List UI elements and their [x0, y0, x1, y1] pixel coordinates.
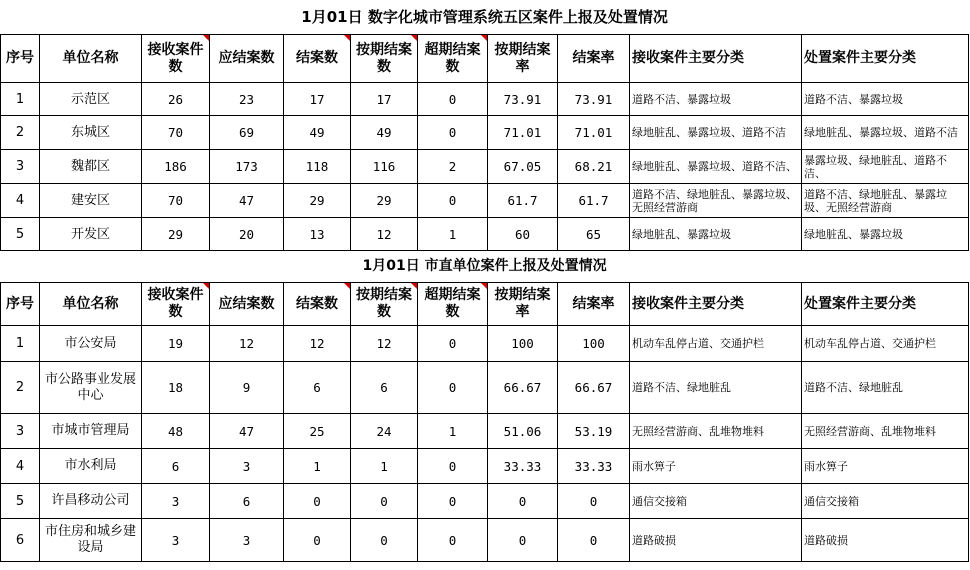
- header-close-rate[interactable]: 结案率: [558, 283, 630, 326]
- cell-closed[interactable]: 17: [284, 83, 351, 116]
- cell-disp-cat[interactable]: 无照经营游商、乱堆物堆料: [802, 414, 969, 449]
- cell-overdue[interactable]: 0: [418, 519, 488, 562]
- header-due[interactable]: 应结案数: [210, 283, 284, 326]
- cell-received[interactable]: 18: [142, 362, 210, 414]
- comment-indicator-icon[interactable]: [481, 283, 487, 289]
- cell-no[interactable]: 3: [1, 150, 40, 184]
- cell-closed[interactable]: 0: [284, 519, 351, 562]
- cell-close-rate[interactable]: 33.33: [558, 449, 630, 484]
- cell-ontime-rate[interactable]: 71.01: [488, 116, 558, 150]
- cell-overdue[interactable]: 2: [418, 150, 488, 184]
- cell-close-rate[interactable]: 73.91: [558, 83, 630, 116]
- header-closed-label: 结案数: [296, 50, 338, 66]
- cell-ontime[interactable]: 24: [351, 414, 418, 449]
- cell-close-rate[interactable]: 53.19: [558, 414, 630, 449]
- cell-overdue[interactable]: 0: [418, 184, 488, 218]
- cell-no[interactable]: 5: [1, 484, 40, 519]
- comment-indicator-icon[interactable]: [203, 35, 209, 41]
- cell-close-rate[interactable]: 0: [558, 484, 630, 519]
- cell-ontime-rate[interactable]: 33.33: [488, 449, 558, 484]
- cell-unit[interactable]: 东城区: [40, 116, 142, 150]
- cell-no[interactable]: 2: [1, 362, 40, 414]
- comment-indicator-icon[interactable]: [344, 283, 350, 289]
- header-due[interactable]: 应结案数: [210, 35, 284, 83]
- table-row: [1, 150, 969, 184]
- cell-disp-cat[interactable]: 机动车乱停占道、交通护栏: [802, 326, 969, 362]
- cell-close-rate[interactable]: 100: [558, 326, 630, 362]
- cell-overdue[interactable]: 0: [418, 83, 488, 116]
- cell-recv-cat[interactable]: 道路不洁、暴露垃圾: [630, 83, 802, 116]
- cell-overdue[interactable]: 0: [418, 326, 488, 362]
- header-overdue[interactable]: [418, 283, 488, 326]
- cell-close-rate[interactable]: 71.01: [558, 116, 630, 150]
- cell-no[interactable]: 1: [1, 83, 40, 116]
- header-received[interactable]: [142, 283, 210, 326]
- comment-indicator-icon[interactable]: [344, 35, 350, 41]
- header-disp-cat[interactable]: 处置案件主要分类: [802, 283, 969, 326]
- cell-received[interactable]: 186: [142, 150, 210, 184]
- header-ontime-rate[interactable]: 按期结案率: [488, 35, 558, 83]
- header-unit[interactable]: 单位名称: [40, 283, 142, 326]
- header-received[interactable]: [142, 35, 210, 83]
- header-received-label: 接收案件数: [147, 41, 204, 75]
- header-recv-cat[interactable]: 接收案件主要分类: [630, 283, 802, 326]
- table-row: [1, 184, 969, 218]
- section1-title: 1月01日 数字化城市管理系统五区案件上报及处置情况: [1, 0, 969, 35]
- section2-title: 1月01日 市直单位案件上报及处置情况: [1, 251, 969, 283]
- section2-title-row: [1, 251, 969, 283]
- cell-overdue[interactable]: 1: [418, 218, 488, 251]
- cell-received[interactable]: 70: [142, 116, 210, 150]
- cell-ontime[interactable]: 29: [351, 184, 418, 218]
- cell-due[interactable]: 47: [210, 184, 284, 218]
- cell-ontime-rate[interactable]: 67.05: [488, 150, 558, 184]
- cell-recv-cat[interactable]: 绿地脏乱、暴露垃圾、道路不洁、: [630, 150, 802, 184]
- table-row: [1, 83, 969, 116]
- cell-disp-cat[interactable]: 道路不洁、绿地脏乱: [802, 362, 969, 414]
- cell-ontime-rate[interactable]: 51.06: [488, 414, 558, 449]
- cell-disp-cat[interactable]: 绿地脏乱、暴露垃圾: [802, 218, 969, 251]
- table-row: [1, 484, 969, 519]
- table-row: [1, 519, 969, 562]
- cell-closed[interactable]: 0: [284, 484, 351, 519]
- cell-ontime[interactable]: 17: [351, 83, 418, 116]
- cell-ontime[interactable]: 0: [351, 519, 418, 562]
- cell-disp-cat[interactable]: 绿地脏乱、暴露垃圾、道路不洁: [802, 116, 969, 150]
- cell-received[interactable]: 29: [142, 218, 210, 251]
- cell-overdue[interactable]: 0: [418, 116, 488, 150]
- cell-ontime-rate[interactable]: 60: [488, 218, 558, 251]
- header-ontime-rate[interactable]: 按期结案率: [488, 283, 558, 326]
- cell-disp-cat[interactable]: 雨水箅子: [802, 449, 969, 484]
- cell-closed[interactable]: 49: [284, 116, 351, 150]
- table-row: [1, 449, 969, 484]
- comment-indicator-icon[interactable]: [203, 283, 209, 289]
- cell-recv-cat[interactable]: 雨水箅子: [630, 449, 802, 484]
- cell-due[interactable]: 3: [210, 519, 284, 562]
- cell-close-rate[interactable]: 68.21: [558, 150, 630, 184]
- cell-due[interactable]: 6: [210, 484, 284, 519]
- table-row: [1, 326, 969, 362]
- cell-closed[interactable]: 13: [284, 218, 351, 251]
- cell-received[interactable]: 26: [142, 83, 210, 116]
- cell-received[interactable]: 6: [142, 449, 210, 484]
- cell-ontime-rate[interactable]: 0: [488, 519, 558, 562]
- cell-ontime-rate[interactable]: 73.91: [488, 83, 558, 116]
- cell-due[interactable]: 9: [210, 362, 284, 414]
- cell-overdue[interactable]: 0: [418, 484, 488, 519]
- section1-title-row: [1, 0, 969, 35]
- cell-unit[interactable]: 市公路事业发展中心: [40, 362, 142, 414]
- header-overdue-label: 超期结案数: [424, 287, 481, 320]
- cell-due[interactable]: 3: [210, 449, 284, 484]
- cell-unit[interactable]: 开发区: [40, 218, 142, 251]
- cell-due[interactable]: 12: [210, 326, 284, 362]
- header-ontime[interactable]: [351, 283, 418, 326]
- cell-unit[interactable]: 市水利局: [40, 449, 142, 484]
- header-disp-cat[interactable]: 处置案件主要分类: [802, 35, 969, 83]
- cell-recv-cat[interactable]: 绿地脏乱、暴露垃圾、道路不洁: [630, 116, 802, 150]
- cell-ontime[interactable]: 49: [351, 116, 418, 150]
- header-overdue[interactable]: [418, 35, 488, 83]
- cell-closed[interactable]: 1: [284, 449, 351, 484]
- cell-ontime[interactable]: 12: [351, 218, 418, 251]
- cell-received[interactable]: 3: [142, 519, 210, 562]
- cell-closed[interactable]: 12: [284, 326, 351, 362]
- header-ontime-label: 按期结案数: [356, 41, 412, 75]
- cell-unit[interactable]: 市城市管理局: [40, 414, 142, 449]
- header-no[interactable]: 序号: [1, 283, 40, 326]
- cell-close-rate[interactable]: 0: [558, 519, 630, 562]
- cell-received[interactable]: 3: [142, 484, 210, 519]
- cell-recv-cat[interactable]: 机动车乱停占道、交通护栏: [630, 326, 802, 362]
- cell-no[interactable]: 3: [1, 414, 40, 449]
- section1-header-row: [1, 35, 969, 83]
- cell-overdue[interactable]: 0: [418, 449, 488, 484]
- comment-indicator-icon[interactable]: [411, 283, 417, 289]
- header-closed[interactable]: [284, 283, 351, 326]
- cell-due[interactable]: 20: [210, 218, 284, 251]
- header-no[interactable]: 序号: [1, 35, 40, 83]
- cell-closed[interactable]: 29: [284, 184, 351, 218]
- cell-no[interactable]: 5: [1, 218, 40, 251]
- cell-ontime-rate[interactable]: 100: [488, 326, 558, 362]
- cell-no[interactable]: 1: [1, 326, 40, 362]
- table-row: [1, 116, 969, 150]
- cell-close-rate[interactable]: 66.67: [558, 362, 630, 414]
- cell-disp-cat[interactable]: 暴露垃圾、绿地脏乱、道路不洁、: [802, 150, 969, 184]
- cell-unit[interactable]: 魏都区: [40, 150, 142, 184]
- cell-received[interactable]: 19: [142, 326, 210, 362]
- cell-ontime[interactable]: 6: [351, 362, 418, 414]
- cell-ontime[interactable]: 0: [351, 484, 418, 519]
- cell-disp-cat[interactable]: 道路破损: [802, 519, 969, 562]
- cell-disp-cat[interactable]: 道路不洁、暴露垃圾: [802, 83, 969, 116]
- cell-no[interactable]: 4: [1, 184, 40, 218]
- cell-recv-cat[interactable]: 无照经营游商、乱堆物堆料: [630, 414, 802, 449]
- header-ontime-label: 按期结案数: [356, 287, 412, 320]
- cell-due[interactable]: 47: [210, 414, 284, 449]
- cell-due[interactable]: 173: [210, 150, 284, 184]
- cell-ontime[interactable]: 1: [351, 449, 418, 484]
- cell-unit[interactable]: 建安区: [40, 184, 142, 218]
- comment-indicator-icon[interactable]: [411, 35, 417, 41]
- cell-unit[interactable]: 市公安局: [40, 326, 142, 362]
- cell-no[interactable]: 2: [1, 116, 40, 150]
- header-overdue-label: 超期结案数: [424, 41, 481, 75]
- cell-close-rate[interactable]: 65: [558, 218, 630, 251]
- cell-no[interactable]: 6: [1, 519, 40, 562]
- cell-received[interactable]: 48: [142, 414, 210, 449]
- header-received-label: 接收案件数: [147, 287, 204, 320]
- comment-indicator-icon[interactable]: [481, 35, 487, 41]
- cell-ontime-rate[interactable]: 66.67: [488, 362, 558, 414]
- cell-unit[interactable]: 市住房和城乡建设局: [40, 519, 142, 562]
- cell-disp-cat[interactable]: 道路不洁、绿地脏乱、暴露垃圾、无照经营游商: [802, 184, 969, 218]
- header-unit[interactable]: 单位名称: [40, 35, 142, 83]
- cell-close-rate[interactable]: 61.7: [558, 184, 630, 218]
- cell-recv-cat[interactable]: 通信交接箱: [630, 484, 802, 519]
- cell-unit[interactable]: 示范区: [40, 83, 142, 116]
- cell-no[interactable]: 4: [1, 449, 40, 484]
- table-row: [1, 362, 969, 414]
- cell-received[interactable]: 70: [142, 184, 210, 218]
- cell-overdue[interactable]: 1: [418, 414, 488, 449]
- cell-recv-cat[interactable]: 道路不洁、绿地脏乱、暴露垃圾、无照经营游商: [630, 184, 802, 218]
- table-row: [1, 414, 969, 449]
- header-recv-cat[interactable]: 接收案件主要分类: [630, 35, 802, 83]
- cell-ontime-rate[interactable]: 61.7: [488, 184, 558, 218]
- cell-overdue[interactable]: 0: [418, 362, 488, 414]
- cell-ontime-rate[interactable]: 0: [488, 484, 558, 519]
- cell-recv-cat[interactable]: 道路破损: [630, 519, 802, 562]
- header-closed-label: 结案数: [296, 295, 338, 312]
- cell-ontime[interactable]: 12: [351, 326, 418, 362]
- cell-recv-cat[interactable]: 道路不洁、绿地脏乱: [630, 362, 802, 414]
- header-close-rate[interactable]: 结案率: [558, 35, 630, 83]
- cell-closed[interactable]: 118: [284, 150, 351, 184]
- header-ontime[interactable]: [351, 35, 418, 83]
- section2-header-row: [1, 283, 969, 326]
- cell-closed[interactable]: 25: [284, 414, 351, 449]
- cell-unit[interactable]: 许昌移动公司: [40, 484, 142, 519]
- table-row: [1, 218, 969, 251]
- cell-due[interactable]: 69: [210, 116, 284, 150]
- cell-closed[interactable]: 6: [284, 362, 351, 414]
- header-closed[interactable]: [284, 35, 351, 83]
- cell-disp-cat[interactable]: 通信交接箱: [802, 484, 969, 519]
- cell-ontime[interactable]: 116: [351, 150, 418, 184]
- cell-recv-cat[interactable]: 绿地脏乱、暴露垃圾: [630, 218, 802, 251]
- cell-due[interactable]: 23: [210, 83, 284, 116]
